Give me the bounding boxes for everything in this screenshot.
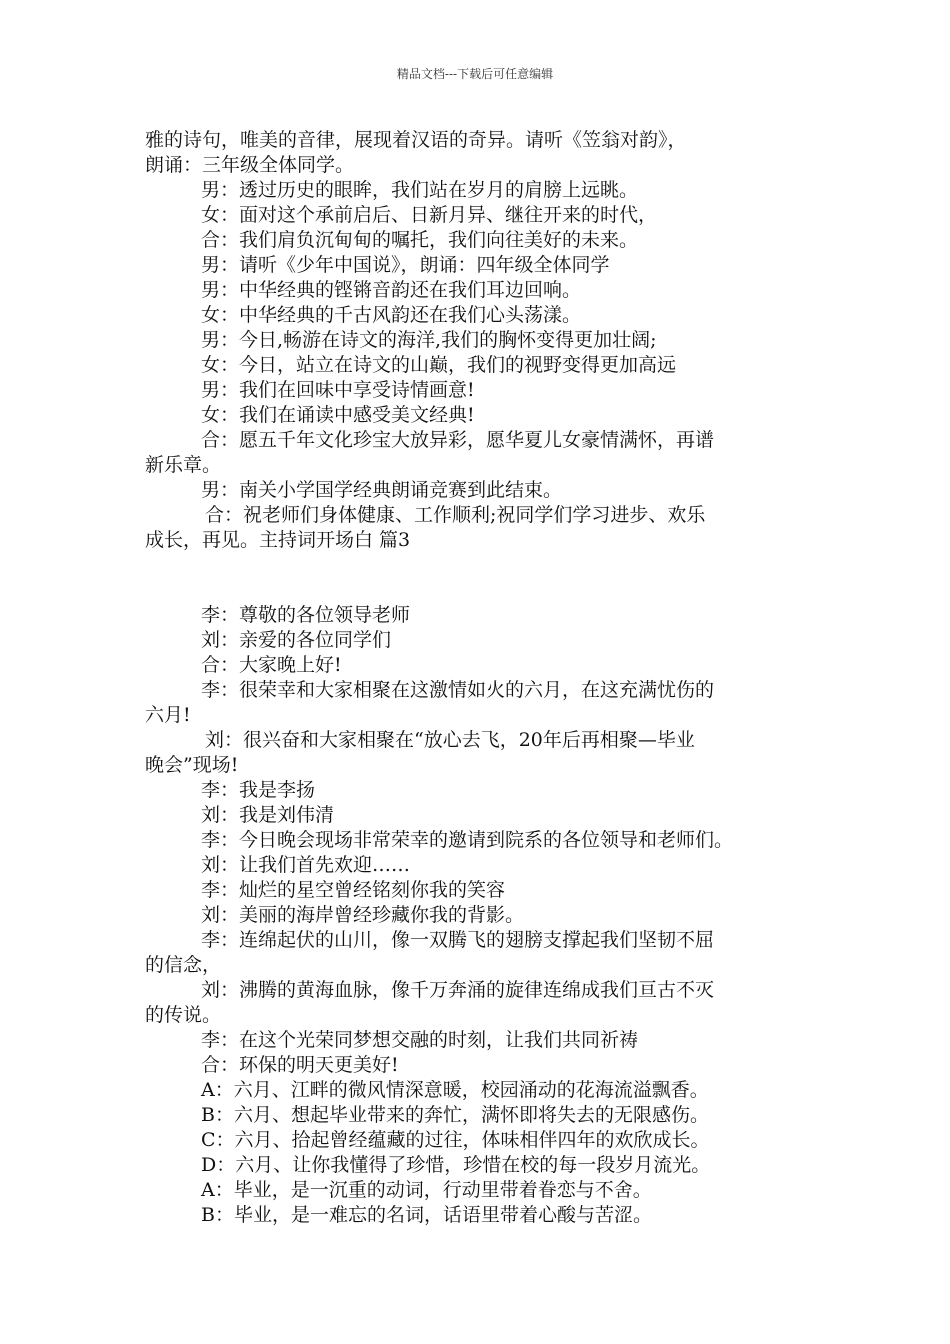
document-body (145, 128, 817, 1228)
text-line: A：毕业，是一沉重的动词，行动里带着眷恋与不舍。 (201, 1179, 652, 1201)
text-line: 刘：亲爱的各位同学们 (201, 629, 392, 651)
text-line: 合：大家晚上好! (201, 654, 342, 676)
text-line: 成长，再见。主持词开场白 篇3 (145, 529, 411, 551)
text-line: A：六月、江畔的微风情深意暖，校园涌动的花海流溢飘香。 (201, 1079, 709, 1101)
text-line: 女：中华经典的千古风韵还在我们心头荡漾。 (201, 304, 582, 326)
text-line: 男：透过历史的眼眸，我们站在岁月的肩膀上远眺。 (201, 179, 639, 201)
text-line: 女：今日，站立在诗文的山巅，我们的视野变得更加高远 (201, 354, 677, 376)
blank-line (145, 578, 817, 603)
text-line: 男：今日,畅游在诗文的海洋,我们的胸怀变得更加壮阔; (201, 329, 657, 351)
text-line: 李：尊敬的各位领导老师 (201, 604, 411, 626)
text-line: 女：面对这个承前启后、日新月异、继往开来的时代， (201, 204, 658, 226)
text-line: 男：请听《少年中国说》，朗诵：四年级全体同学 (201, 254, 610, 276)
text-line: 刘：沸腾的黄海血脉，像千万奔涌的旋律连绵成我们亘古不灭 (201, 979, 715, 1001)
text-line: 李：我是李扬 (201, 779, 316, 801)
text-line: 六月! (145, 704, 191, 726)
text-line: 的传说。 (145, 1004, 222, 1026)
text-line: 朗诵：三年级全体同学。 (145, 154, 355, 176)
text-line: 合：愿五千年文化珍宝大放异彩，愿华夏儿女豪情满怀，再谱 (201, 429, 715, 451)
text-line: 李：灿烂的星空曾经铭刻你我的笑容 (201, 879, 506, 901)
text-line: C：六月、拾起曾经蕴藏的过往，体味相伴四年的欢欣成长。 (201, 1129, 710, 1151)
text-line: 李：在这个光荣同梦想交融的时刻，让我们共同祈祷 (201, 1029, 639, 1051)
text-line: 合：祝老师们身体健康、工作顺利;祝同学们学习进步、欢乐 (205, 504, 706, 526)
text-line: 合：我们肩负沉甸甸的嘱托，我们向往美好的未来。 (201, 229, 639, 251)
blank-line (145, 553, 817, 578)
text-line: 合：环保的明天更美好! (201, 1054, 399, 1076)
text-line: 李：今日晚会现场非常荣幸的邀请到院系的各位领导和老师们。 (201, 829, 734, 851)
text-line: 雅的诗句，唯美的音律，展现着汉语的奇异。请听《笠翁对韵》， (145, 129, 687, 151)
text-line: B：毕业，是一难忘的名词，话语里带着心酸与苦涩。 (201, 1204, 652, 1226)
text-line: B：六月、想起毕业带来的奔忙，满怀即将失去的无限感伤。 (201, 1104, 709, 1126)
text-line: 男：中华经典的铿锵音韵还在我们耳边回响。 (201, 279, 582, 301)
text-line: 刘：我是刘伟清 (201, 804, 335, 826)
text-line: 晚会”现场! (145, 754, 239, 776)
page-header: 精品文档---下载后可任意编辑 (396, 67, 554, 81)
text-line: 李：很荣幸和大家相聚在这激情如火的六月，在这充满忧伤的 (201, 679, 715, 701)
text-line: 男：南关小学国学经典朗诵竞赛到此结束。 (201, 479, 563, 501)
text-line: 的信念， (145, 954, 222, 976)
text-line: 刘：让我们首先欢迎…… (201, 854, 411, 876)
text-line: 刘：美丽的海岸曾经珍藏你我的背影。 (201, 904, 525, 926)
text-line: 李：连绵起伏的山川，像一双腾飞的翅膀支撑起我们坚韧不屈 (201, 929, 715, 951)
text-line: 新乐章。 (145, 454, 222, 476)
text-line: 女：我们在诵读中感受美文经典! (201, 404, 475, 426)
text-line: 男：我们在回味中享受诗情画意! (201, 379, 475, 401)
text-line: D：六月、让你我懂得了珍惜，珍惜在校的每一段岁月流光。 (201, 1154, 711, 1176)
text-line: 刘：很兴奋和大家相聚在“放心去飞，20年后再相聚—毕业 (205, 729, 695, 751)
